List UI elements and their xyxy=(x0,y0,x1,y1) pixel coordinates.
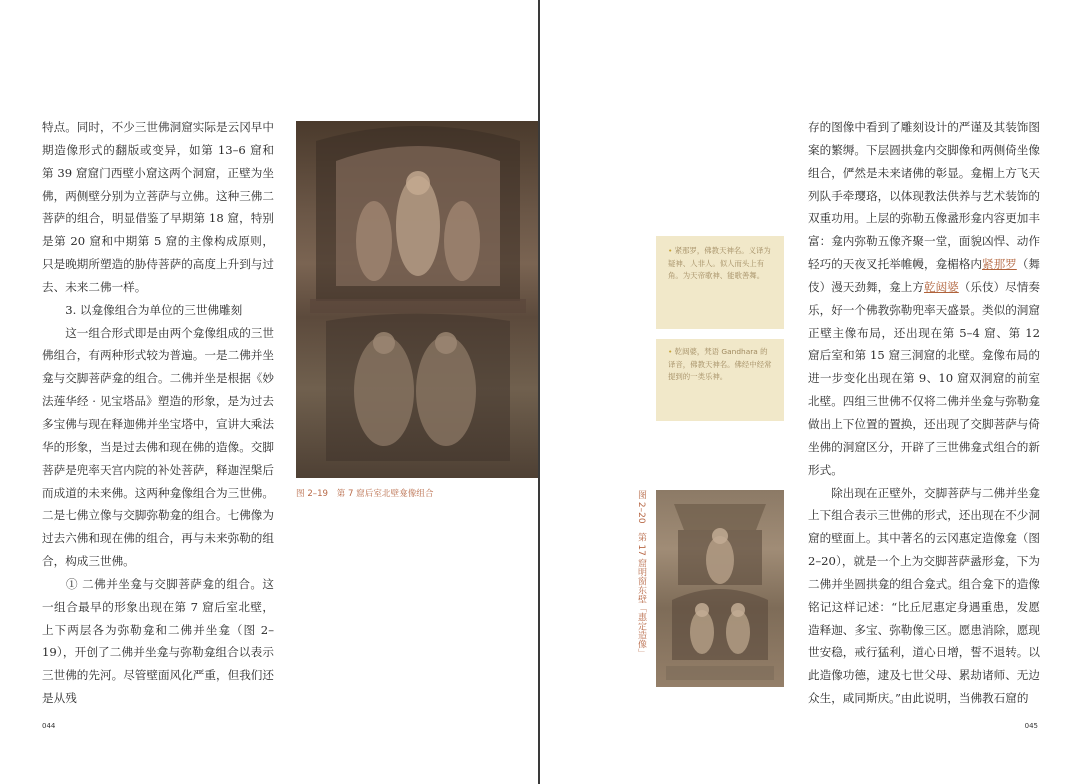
sidenote-text: 乾闼婆，梵语 Gandhara 的译音，佛教天神名。佛经中经常提到的一类乐神。 xyxy=(668,347,772,381)
cave-relief-photo-fig-2-19 xyxy=(296,121,540,478)
sidenote-text: 紧那罗，佛教天神名。义译为疑神、人非人。似人而头上有角。为天帝歌神、能歌善舞。 xyxy=(668,246,771,280)
right-body-text xyxy=(808,116,1040,710)
term-kinnara: 紧那罗 xyxy=(981,257,1017,272)
term-gandharva: 乾闼婆 xyxy=(923,279,959,294)
cave-relief-photo-fig-2-20 xyxy=(656,490,784,687)
paragraph: ① 二佛并坐龛与交脚菩萨龛的组合。这一组合最早的形象出现在第 7 窟后室北壁，上下两层各为弥勒龛和二佛并坐龛（图 2–19），开创了二佛并坐龛与弥勒龛组合以表示三世佛的先河。尽管壁面风化严重，但我们还是从残 xyxy=(42,576,274,706)
page-number: 045 xyxy=(1024,722,1038,730)
bullet-icon: • xyxy=(668,246,673,255)
bullet-icon: • xyxy=(668,347,673,356)
sidenote-gandharva xyxy=(656,339,784,421)
left-body-text xyxy=(42,116,274,710)
figure-caption: 图 2–20 第 17 窟明窗东壁「惠定造像」 xyxy=(636,490,646,658)
paragraph: 这一组合形式即是由两个龛像组成的三世佛组合，有两种形式较为普遍。一是二佛并坐龛与交脚菩萨龛的组合。二佛并坐是根据《妙法莲华经 · 见宝塔品》塑造的形象，是为过去多宝佛与现在释迦佛并坐宝塔中，宣讲大乘法华的形象，当是过去佛和现在佛的造像。交脚菩萨是兜率天宫内院的补处菩萨，释迦涅槃后而成道的未来佛。这两种龛像组合为三世佛。二是七佛立像与交脚弥勒龛的组合。七佛像为过去六佛和现在佛的组合，再与未来弥勒的组合，构成三世佛。 xyxy=(42,325,274,569)
paragraph: 存的图像中看到了雕刻设计的严谨及其装饰图案的繁缛。下层圆拱龛内交脚像和两侧倚坐像组合，俨然是未来诸佛的彰显。龛楣上方飞天列队手牵璎珞，以体现教法供养与艺术装饰的双重功用。上层的弥勒五像盝形龛内容更加丰富：龛内弥勒五像齐聚一堂，面貌凶悍、动作轻巧的天夜叉托举帷幔，龛楣格内紧那罗（舞伎）漫天劲舞，龛上方乾闼婆（乐伎）尽情奏乐，好一个佛教弥勒兜率天盛景。类似的洞窟正壁主像布局，还出现在第 5–4 窟、第 12 窟后室和第 15 窟三洞窟的北壁。龛像布局的进一步变化出现在第 9、10 窟双洞窟的前室北壁。四组三世佛不仅将二佛并坐龛与弥勒龛做出上下位置的置换，还出现了交脚菩萨与倚坐佛的洞窟区分，开辟了三世佛龛式组合的新形式。 xyxy=(808,120,1040,477)
left-page xyxy=(0,0,538,784)
sidenote-kinnara xyxy=(656,236,784,329)
figure-caption: 图 2–19 第 7 窟后室北壁龛像组合 xyxy=(296,489,434,499)
page-number: 044 xyxy=(42,722,56,730)
right-page xyxy=(540,0,1080,784)
paragraph: 除出现在正壁外，交脚菩萨与二佛并坐龛上下组合表示三世佛的形式，还出现在不少洞窟的壁面上。其中著名的云冈惠定造像龛（图 2–20），就是一个上为交脚菩萨盝形龛，下为二佛并坐圆拱龛的组合龛式。组合龛下的造像铭记这样记述：“比丘尼惠定身遇重患，发愿造释迦、多宝、弥勒像三区。愿患消除，愿现世安稳，戒行猛利，道心日增，誓不退转。以此造像功德，逮及七世父母、累劫诸师、无边众生，咸同斯庆。”由此说明，当佛教石窟的 xyxy=(808,485,1040,706)
paragraph: 特点。同时，不少三世佛洞窟实际是云冈早中期造像形式的翻版或变异，如第 13–6 窟和第 39 窟窟门西壁小窟这两个洞窟，正壁为坐佛，两侧壁分别为立菩萨与立佛。这种三佛二菩萨的组合，明显借鉴了早期第 18 窟，特别是第 20 窟和中期第 5 窟的主像构成原则，只是晚期所塑造的胁侍菩萨的高度上升到与过去、未来二佛一样。 xyxy=(42,120,274,294)
section-heading: 3. 以龛像组合为单位的三世佛雕刻 xyxy=(42,302,243,317)
